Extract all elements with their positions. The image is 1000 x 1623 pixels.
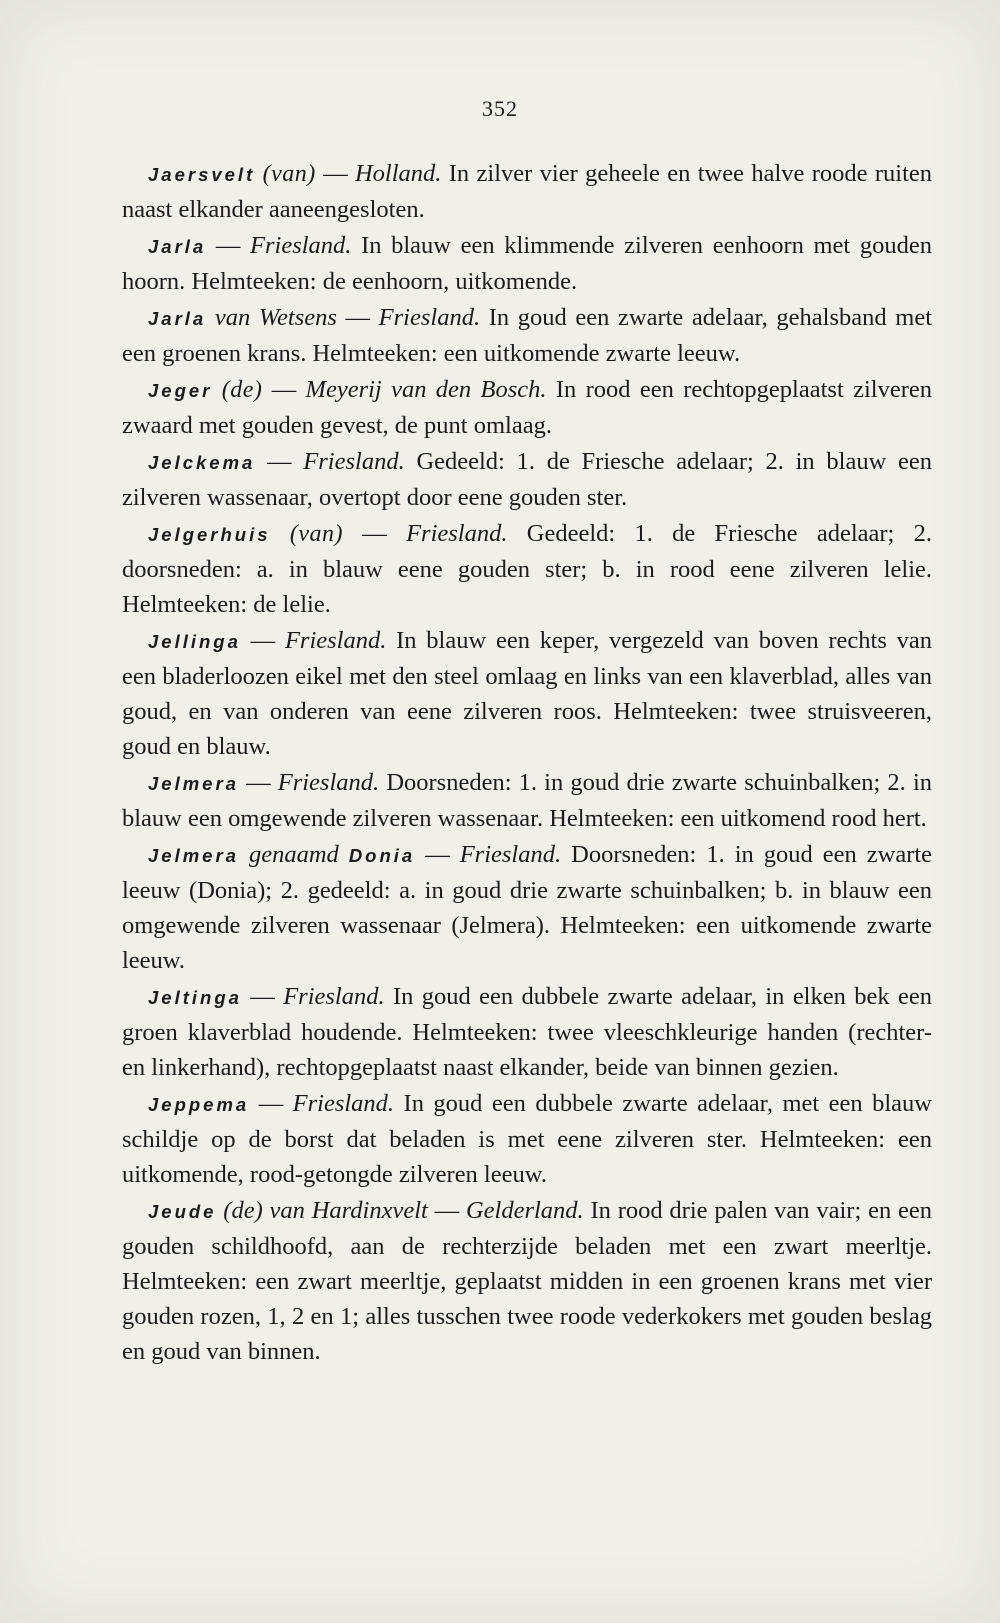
entry-text: Doorsneden: 1. in goud drie zwarte schuinbalken; 2. in blauw een omgewende zilveren wassenaar. Helmteeken: een uitkomend rood hert. xyxy=(122,769,932,832)
entry-text: In blauw een keper, vergezeld van boven rechts van een bladerloozen eikel met den steel omlaag en links van een klaverblad, alles van goud, en van onderen van eene zilveren roos. Helmteeken: twee struisveeren, goud en blauw. xyxy=(122,627,933,760)
entry-name: Jaersvelt xyxy=(148,164,256,185)
entry-region: Gelderland. xyxy=(465,1197,584,1224)
entry-region: Meyerij van den Bosch. xyxy=(305,376,547,403)
entry-text: Gedeeld: 1. de Friesche adelaar; 2. doorsneden: a. in blauw eene gouden ster; b. in rood eene zilveren lelie. Helmteeken: de lelie. xyxy=(122,520,933,618)
entry-jeude: Jeude (de) van Hardinxvelt — Gelderland. In rood drie palen van vair; en een gouden schildhoofd, aan de rechterzijde beladen met een zwart meerltje. Helmteeken: een zwart meerltje, geplaatst midden in een groenen krans met vier gouden rozen, 1, 2 en 1; alles tusschen twee roode vederkokers met gouden beslag en goud van binnen. xyxy=(122,1197,933,1365)
entry-text: In blauw een klimmende zilveren eenhoorn met gouden hoorn. Helmteeken: de eenhoorn, uitkomende. xyxy=(122,232,933,295)
entry-name: Jeude xyxy=(148,1201,217,1222)
entry-particle: van Wetsens xyxy=(214,304,337,331)
entry-name: Jeger xyxy=(148,380,213,401)
entry-particle: (de) xyxy=(221,377,263,403)
entry-name: Jarla xyxy=(148,236,207,257)
entry-name: Jellinga xyxy=(148,631,241,652)
page-number: 352 xyxy=(482,96,518,121)
entry-jarla: Jarla — Friesland. In blauw een klimmende zilveren eenhoorn met gouden hoorn. Helmteeken: de eenhoorn, uitkomende. xyxy=(122,232,933,295)
entry-text: In goud een dubbele zwarte adelaar, met een blauw schildje op de borst dat beladen is met eene zilveren ster. Helmteeken: een uitkomende, rood-getongde zilveren leeuw. xyxy=(122,1090,932,1188)
entry-text: In goud een zwarte adelaar, gehalsband met een groenen krans. Helmteeken: een uitkomende zwarte leeuw. xyxy=(122,304,933,367)
entry-text: In rood drie palen van vair; en een gouden schildhoofd, aan de rechterzijde beladen met een zwart meerltje. Helmteeken: een zwart meerltje, geplaatst midden in een groenen krans met vier gouden rozen, 1, 2 en 1; alles tusschen twee roode vederkokers met gouden beslag en goud van binnen. xyxy=(122,1197,933,1365)
entry-region: Friesland. xyxy=(406,520,508,547)
entry-jeltinga: Jeltinga — Friesland. In goud een dubbele zwarte adelaar, in elken bek een groen klaverblad houdende. Helmteeken: twee vleeschkleurige handen (rechter- en linkerhand), rechtopgeplaatst naast elkander, beide van binnen gezien. xyxy=(122,983,933,1081)
entry-text: In goud een dubbele zwarte adelaar, in elken bek een groen klaverblad houdende. Helmteeken: twee vleeschkleurige handen (rechter- en linkerhand), rechtopgeplaatst naast elkander, beide van binnen gezien. xyxy=(122,983,933,1081)
entry-region: Friesland. xyxy=(250,232,352,259)
entry-name: Jeltinga xyxy=(148,987,242,1008)
entry-name: Jelmera xyxy=(148,845,239,866)
entry-particle: (van) xyxy=(262,161,316,187)
entry-particle: genaamd xyxy=(248,841,339,868)
entry-text: Doorsneden: 1. in goud een zwarte leeuw (Donia); 2. gedeeld: a. in goud drie zwarte schuinbalken; b. in blauw een omgewende zilveren wassenaar (Jelmera). Helmteeken: een uitkomende zwarte leeuw. xyxy=(122,841,933,974)
entry-name: Jarla xyxy=(148,308,207,329)
entry-region: Friesland. xyxy=(277,769,380,796)
entry-name: Jelgerhuis xyxy=(148,524,271,545)
entry-text: Gedeeld: 1. de Friesche adelaar; 2. in blauw een zilveren wassenaar, overtopt door eene gouden ster. xyxy=(122,448,933,511)
entry-jelckema: Jelckema — Friesland. Gedeeld: 1. de Friesche adelaar; 2. in blauw een zilveren wassenaar, overtopt door eene gouden ster. xyxy=(122,448,933,511)
entry-jaersvelt: Jaersvelt (van) — Holland. In zilver vier geheele en twee halve roode ruiten naast elkander aaneengesloten. xyxy=(122,160,933,223)
entry-region: Friesland. xyxy=(303,448,405,475)
entry-name: Jelmera xyxy=(148,773,239,794)
entry-region: Friesland. xyxy=(378,304,481,331)
entry-jellinga: Jellinga — Friesland. In blauw een keper, vergezeld van boven rechts van een bladerloozen eikel met den steel omlaag en links van een klaverblad, alles van goud, en van onderen van eene zilveren roos. Helmteeken: twee struisveeren, goud en blauw. xyxy=(122,627,933,760)
entry-region: Friesland. xyxy=(284,627,387,654)
entry-jeppema: Jeppema — Friesland. In goud een dubbele zwarte adelaar, met een blauw schildje op de borst dat beladen is met eene zilveren ster. Helmteeken: een uitkomende, rood-getongde zilveren leeuw. xyxy=(122,1090,932,1188)
entry-jelgerhuis: Jelgerhuis (van) — Friesland. Gedeeld: 1. de Friesche adelaar; 2. doorsneden: a. in blauw eene gouden ster; b. in rood eene zilveren lelie. Helmteeken: de lelie. xyxy=(122,520,933,618)
entry-jarla-van-wetsens: Jarla van Wetsens — Friesland. In goud een zwarte adelaar, gehalsband met een groenen krans. Helmteeken: een uitkomende zwarte leeuw. xyxy=(122,304,933,367)
entry-name: Jeppema xyxy=(148,1094,250,1115)
entry-jeger: Jeger (de) — Meyerij van den Bosch. In rood een rechtopgeplaatst zilveren zwaard met gouden gevest, de punt omlaag. xyxy=(122,376,932,439)
entry-particle: (de) van Hardinxvelt xyxy=(223,1197,428,1224)
entry-particle: (van) xyxy=(289,521,343,547)
entry-region: Friesland. xyxy=(283,983,385,1010)
entry-region: Holland. xyxy=(354,160,442,187)
entry-jelmera-donia: Jelmera genaamd Donia — Friesland. Doorsneden: 1. in goud een zwarte leeuw (Donia); 2. gedeeld: a. in goud drie zwarte schuinbalken; b. in blauw een omgewende zilveren wassenaar (Jelmera). Helmteeken: een uitkomende zwarte leeuw. xyxy=(122,841,933,974)
entries-body xyxy=(122,156,932,1370)
entry-text: In zilver vier geheele en twee halve roode ruiten naast elkander aaneengesloten. xyxy=(122,160,933,223)
entry-region: Friesland. xyxy=(292,1090,395,1117)
entry-name-2: Donia xyxy=(348,845,416,866)
entry-jelmera: Jelmera — Friesland. Doorsneden: 1. in goud drie zwarte schuinbalken; 2. in blauw een omgewende zilveren wassenaar. Helmteeken: een uitkomend rood hert. xyxy=(122,769,932,832)
entry-name: Jelckema xyxy=(148,452,256,473)
entry-text: In rood een rechtopgeplaatst zilveren zwaard met gouden gevest, de punt omlaag. xyxy=(122,376,932,439)
entry-region: Friesland. xyxy=(459,841,562,868)
